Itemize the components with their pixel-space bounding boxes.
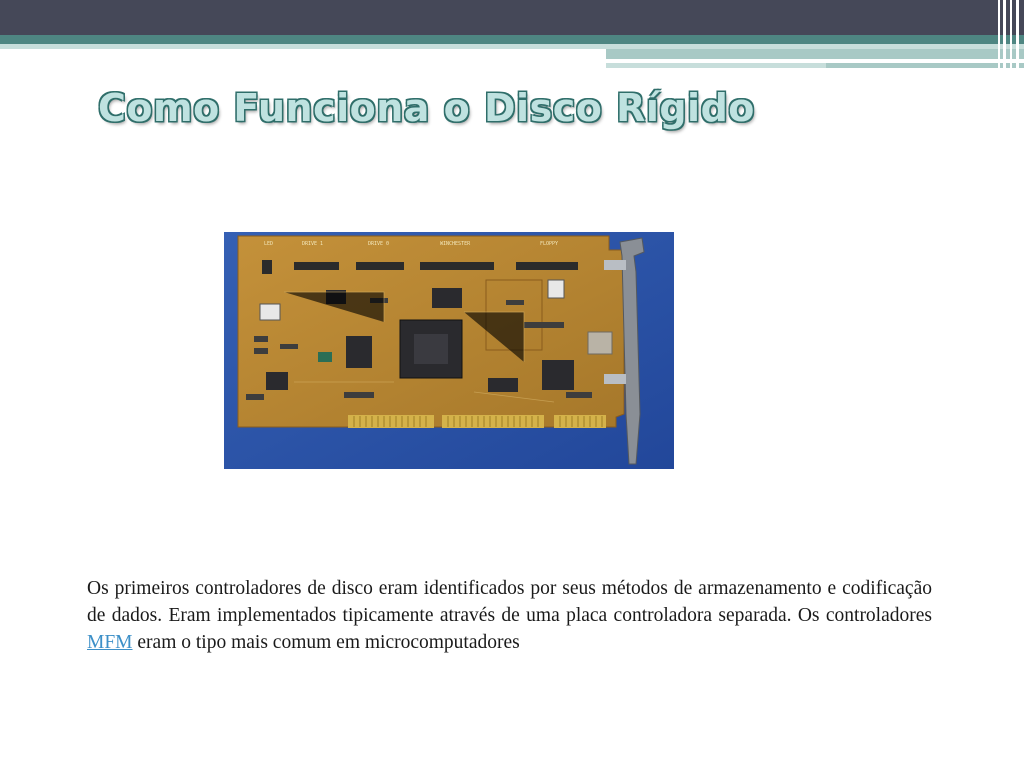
mfm-link[interactable]: MFM bbox=[87, 632, 133, 653]
header-vertical-stripes bbox=[994, 0, 1024, 70]
paragraph-text-after: eram o tipo mais comum em microcomputadores bbox=[132, 632, 520, 653]
board-label: LED bbox=[264, 241, 274, 247]
paragraph-text-before: Os primeiros controladores de disco eram identificados por seus métodos de armazenamento e codificação de dados. Eram implementados tipicamente através de uma placa controladora separada. Os controladores bbox=[87, 578, 932, 626]
header-teal-band bbox=[0, 35, 1024, 44]
board-label: DRIVE 0 bbox=[368, 241, 390, 247]
board-label: DRIVE 1 bbox=[302, 241, 324, 247]
board-label: WINCHESTER bbox=[440, 241, 471, 247]
controller-card-photo bbox=[224, 232, 674, 469]
board-label: FLOPPY bbox=[540, 241, 559, 247]
header-dark-band bbox=[0, 0, 1024, 35]
header-step-band-light bbox=[606, 63, 826, 68]
header-step-band bbox=[606, 49, 1024, 59]
slide-title: Como Funciona o Disco Rígido bbox=[98, 86, 755, 130]
slide-paragraph bbox=[87, 575, 932, 656]
